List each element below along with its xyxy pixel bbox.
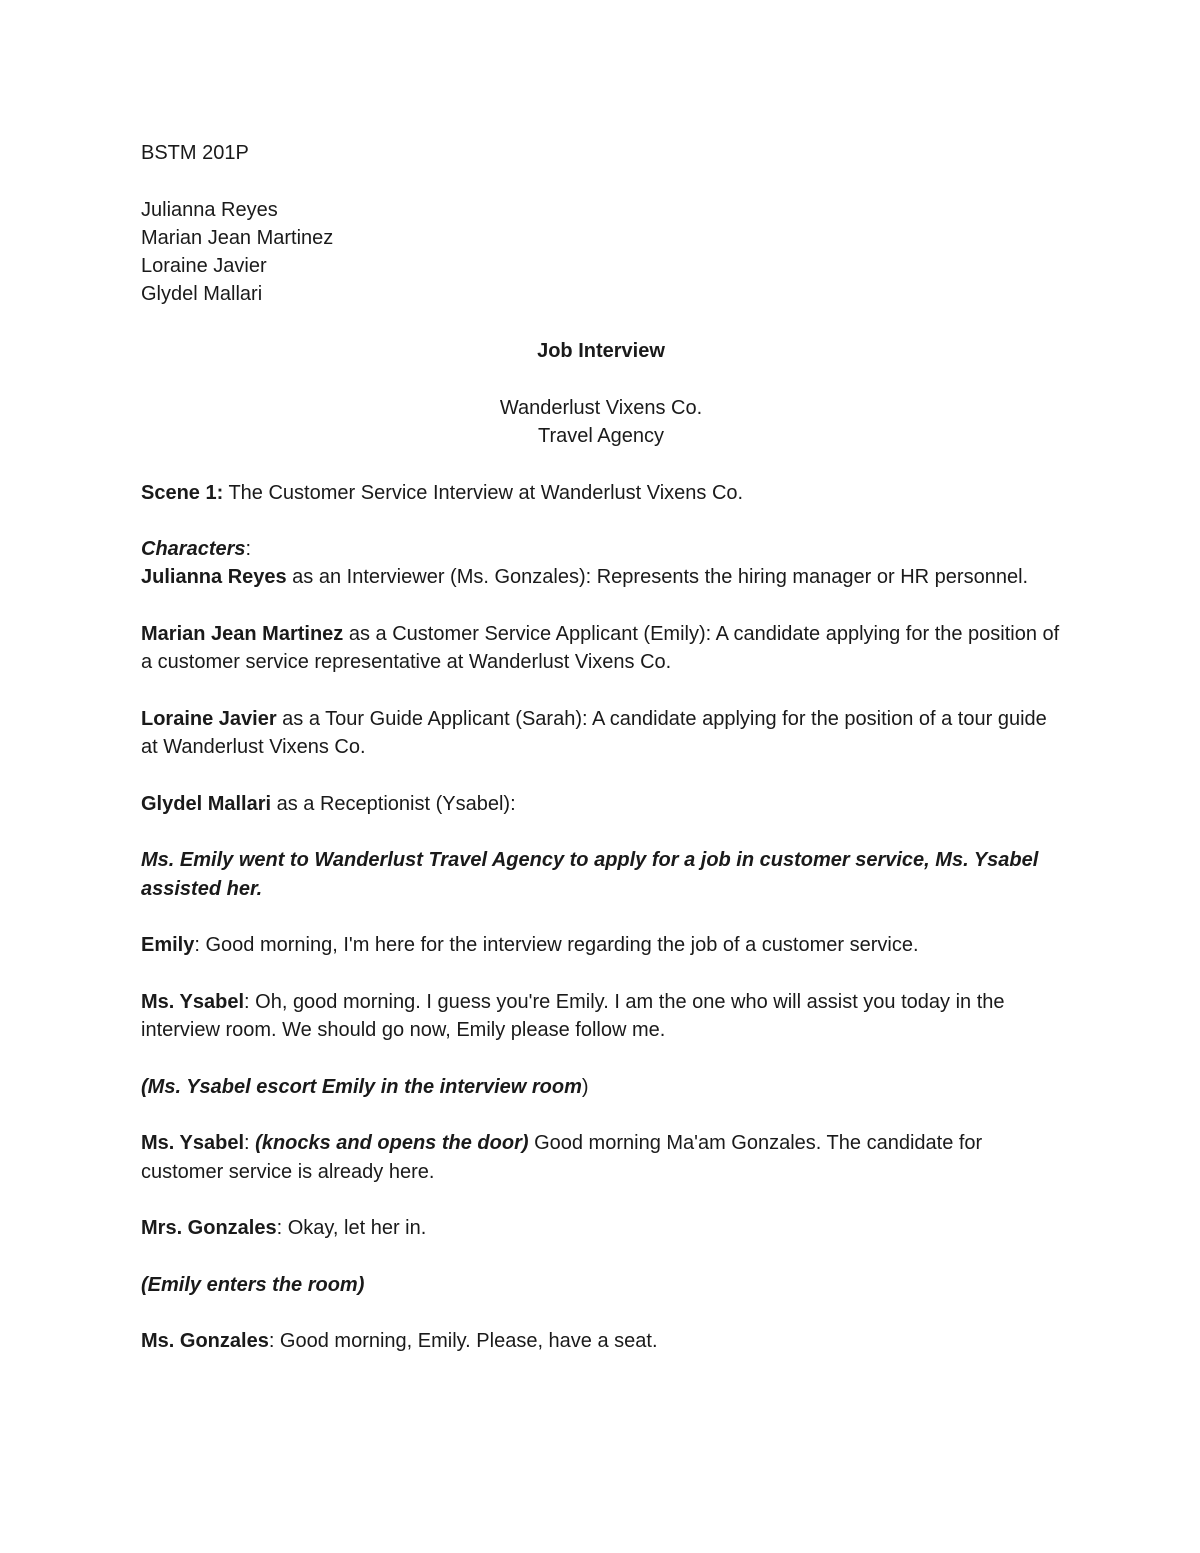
character-entry bbox=[141, 790, 1061, 818]
character-entry bbox=[141, 620, 1061, 677]
scene-heading bbox=[141, 479, 1061, 507]
company-type: Travel Agency bbox=[538, 424, 664, 447]
dialogue-line: Ms. Ysabel: Oh, good morning. I guess you're Emily. I am the one who will assist you today in the interview room. We should go now, Emily please follow me. bbox=[141, 990, 1005, 1042]
author-name: Glydel Mallari bbox=[141, 283, 263, 306]
character-entry bbox=[141, 563, 1061, 591]
company-name: Wanderlust Vixens Co. bbox=[499, 396, 703, 419]
character-name: Loraine Javier bbox=[141, 707, 277, 730]
stage-action: (knocks and opens the door) bbox=[255, 1132, 529, 1155]
author-name: Julianna Reyes bbox=[141, 198, 278, 221]
stage-direction: (Ms. Ysabel escort Emily in the interview room) bbox=[141, 1075, 589, 1098]
stage-direction: Ms. Emily went to Wanderlust Travel Agency to apply for a job in customer service, Ms. Ysabel assisted her. bbox=[141, 849, 1039, 900]
character-name: Marian Jean Martinez bbox=[141, 623, 344, 646]
characters-heading: Characters: bbox=[141, 538, 252, 561]
character-name: Glydel Mallari bbox=[141, 792, 272, 815]
document-title: Job Interview bbox=[537, 340, 665, 363]
character-desc: as a Customer Service Applicant (Emily): A candidate applying for the position of a customer service representative at Wanderlust Vixens Co. bbox=[141, 623, 1060, 674]
character-desc: as a Tour Guide Applicant (Sarah): A candidate applying for the position of a tour guide at Wanderlust Vixens Co. bbox=[141, 707, 1047, 759]
document-body bbox=[141, 139, 1061, 1356]
speaker: Ms. Ysabel bbox=[141, 990, 245, 1013]
dialogue-line: Mrs. Gonzales: Okay, let her in. bbox=[141, 1217, 427, 1240]
character-entry bbox=[141, 705, 1061, 762]
scene-label: Scene 1: bbox=[141, 481, 224, 504]
speaker: Ms. Gonzales bbox=[141, 1330, 269, 1353]
character-desc: as a Receptionist (Ysabel): bbox=[271, 792, 516, 815]
stage-direction: (Emily enters the room) bbox=[141, 1273, 365, 1296]
dialogue-line: Ms. Gonzales: Good morning, Emily. Please, have a seat. bbox=[141, 1330, 658, 1353]
speaker: Emily bbox=[141, 934, 195, 957]
speaker: Mrs. Gonzales bbox=[141, 1217, 277, 1240]
scene-text: The Customer Service Interview at Wanderlust Vixens Co. bbox=[223, 481, 744, 504]
dialogue-line: Ms. Ysabel: (knocks and opens the door) Good morning Ma'am Gonzales. The candidate for customer service is already here. bbox=[141, 1132, 983, 1183]
speaker: Ms. Ysabel bbox=[141, 1132, 245, 1155]
character-name: Julianna Reyes bbox=[141, 566, 287, 589]
author-name: Marian Jean Martinez bbox=[141, 226, 334, 249]
dialogue-line: Emily: Good morning, I'm here for the interview regarding the job of a customer service. bbox=[141, 934, 919, 957]
character-desc: as an Interviewer (Ms. Gonzales): Represents the hiring manager or HR personnel. bbox=[286, 566, 1029, 589]
course-code: BSTM 201P bbox=[141, 142, 249, 164]
author-name: Loraine Javier bbox=[141, 255, 267, 278]
